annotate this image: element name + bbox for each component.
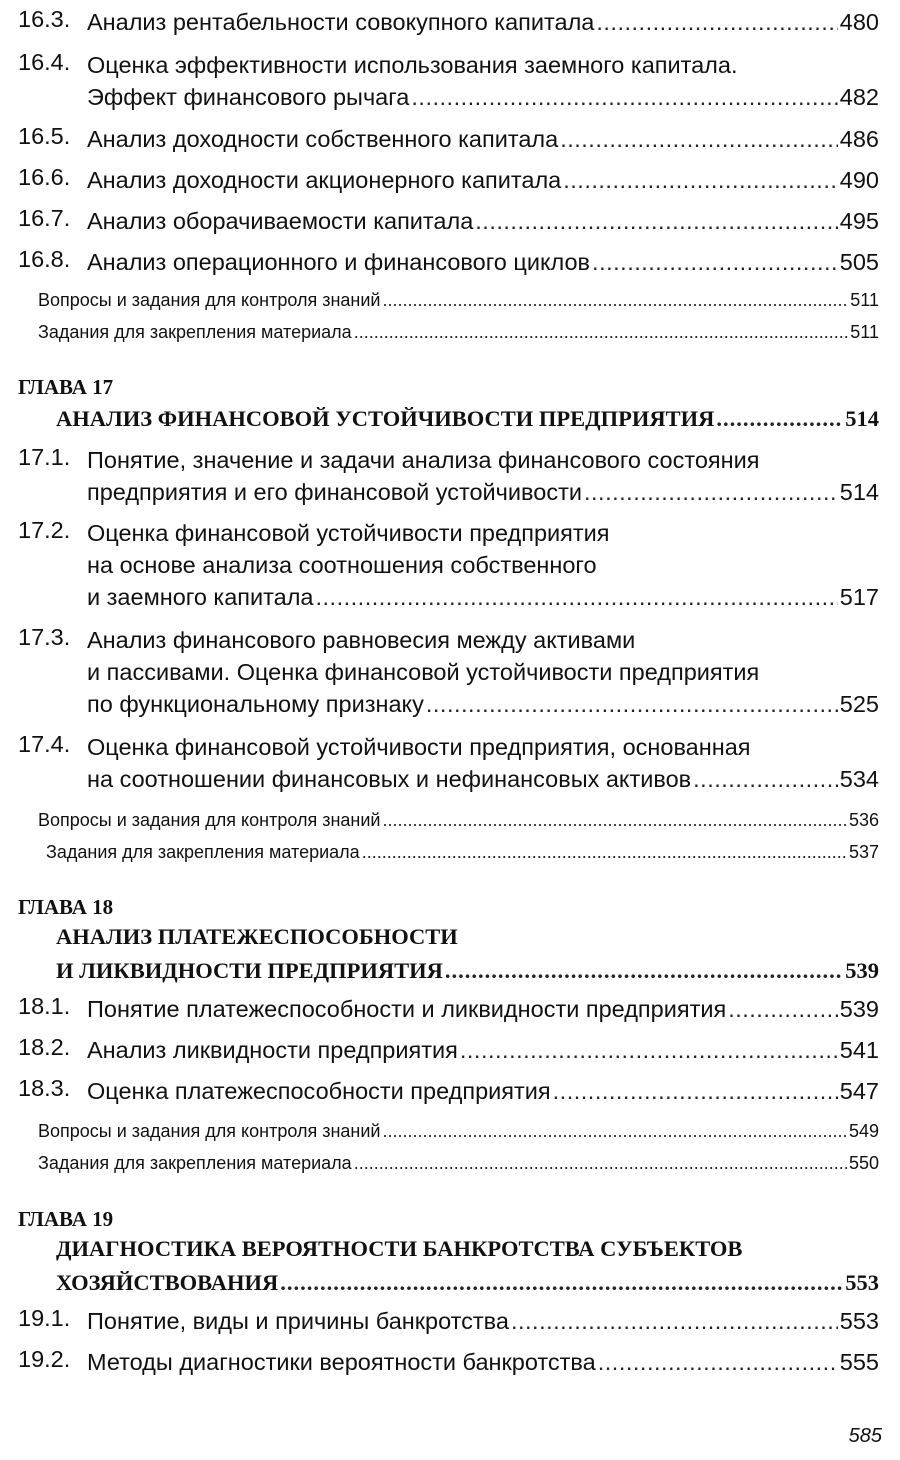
section-number: 16.5. (18, 123, 71, 149)
chapter-17-title (56, 402, 879, 436)
page-ref: 505 (839, 249, 879, 275)
section-title-line-1: Оценка эффективности использования заемного капитала. (87, 52, 738, 78)
section-number: 16.4. (18, 49, 71, 75)
dot-leader (560, 123, 838, 155)
dot-leader (382, 1116, 846, 1146)
chapter-title-line-2: ХОЗЯЙСТВОВАНИЯ (56, 1270, 279, 1295)
dot-leader (460, 1034, 838, 1066)
dot-leader (382, 285, 848, 315)
questions-title: Вопросы и задания для контроля знаний (38, 1121, 381, 1141)
dot-leader (445, 954, 843, 988)
dot-leader (362, 837, 847, 867)
page-ref: 514 (845, 406, 879, 431)
section-number: 17.4. (18, 731, 71, 757)
questions-title: Вопросы и задания для контроля знаний (38, 810, 381, 830)
section-title-line-1: Понятие, значение и задачи анализа финансового состояния (87, 447, 760, 473)
dot-leader (382, 805, 846, 835)
dot-leader (316, 581, 838, 613)
chapter-18-label: ГЛАВА 18 (18, 895, 114, 919)
questions-title: Вопросы и задания для контроля знаний (38, 290, 381, 310)
page-ref: 550 (848, 1153, 879, 1173)
dot-leader (354, 1148, 847, 1178)
dot-leader (598, 1346, 838, 1378)
dot-leader (693, 763, 838, 795)
section-number: 16.7. (18, 205, 71, 231)
page-ref: 534 (839, 766, 879, 792)
dot-leader (592, 246, 838, 278)
section-title-line-2: предприятия и его финансовой устойчивости (87, 479, 582, 505)
section-title: Оценка платежеспособности предприятия (87, 1078, 551, 1104)
chapter-19-label: ГЛАВА 19 (18, 1207, 114, 1231)
page-ref: 553 (845, 1270, 879, 1295)
section-number: 16.6. (18, 164, 71, 190)
section-number: 19.2. (18, 1346, 71, 1372)
chapter-17-label: ГЛАВА 17 (18, 375, 114, 399)
section-number: 18.3. (18, 1075, 71, 1101)
page-ref: 553 (839, 1308, 879, 1334)
dot-leader (728, 993, 838, 1025)
section-title: Анализ доходности акционерного капитала (87, 167, 562, 193)
dot-leader (426, 688, 838, 720)
chapter-18-title (56, 920, 879, 988)
page-number: 585 (848, 1425, 882, 1447)
toc-questions-16 (38, 285, 879, 315)
exercises-title: Задания для закрепления материала (46, 842, 360, 862)
section-number: 17.3. (18, 624, 71, 650)
section-title-line-2: Эффект финансового рычага (87, 84, 410, 110)
section-number: 17.1. (18, 444, 71, 470)
chapter-title-line-1: ДИАГНОСТИКА ВЕРОЯТНОСТИ БАНКРОТСТВА СУБЪЕКТОВ (56, 1236, 743, 1261)
section-title: Понятие, виды и причины банкротства (87, 1308, 509, 1334)
dot-leader (716, 402, 843, 436)
section-number: 18.1. (18, 993, 71, 1019)
section-number: 16.3. (18, 6, 71, 32)
dot-leader (411, 81, 837, 113)
page-ref: 511 (850, 290, 879, 310)
section-title-line-1: Оценка финансовой устойчивости предприятия (87, 520, 610, 546)
section-number: 16.8. (18, 246, 71, 272)
section-title-line-3: и заемного капитала (87, 584, 314, 610)
page-ref: 549 (848, 1121, 879, 1141)
page-ref: 536 (848, 810, 879, 830)
page-ref: 517 (839, 584, 879, 610)
dot-leader (553, 1075, 838, 1107)
page-ref: 537 (848, 842, 879, 862)
toc-exercises-17 (46, 837, 879, 867)
page-ref: 539 (845, 958, 879, 983)
dot-leader (475, 205, 838, 237)
chapter-title-line-1: АНАЛИЗ ПЛАТЕЖЕСПОСОБНОСТИ (56, 924, 458, 949)
page-ref: 486 (839, 126, 879, 152)
chapter-19-title (56, 1232, 879, 1300)
section-title: Анализ оборачиваемости капитала (87, 208, 474, 234)
section-title-line-1: Оценка финансовой устойчивости предприятия, основанная (87, 734, 751, 760)
section-number: 18.2. (18, 1034, 71, 1060)
toc-exercises-16 (38, 317, 879, 347)
page-ref: 541 (839, 1037, 879, 1063)
dot-leader (596, 6, 837, 38)
section-title-line-2: на основе анализа соотношения собственного (87, 552, 597, 578)
section-title: Понятие платежеспособности и ликвидности предприятия (87, 996, 727, 1022)
section-title-line-3: по функциональному признаку (87, 691, 424, 717)
dot-leader (563, 164, 838, 196)
section-title: Методы диагностики вероятности банкротства (87, 1349, 596, 1375)
page-ref: 495 (839, 208, 879, 234)
section-title: Анализ операционного и финансового циклов (87, 249, 591, 275)
page-ref: 555 (839, 1349, 879, 1375)
chapter-title-text: АНАЛИЗ ФИНАНСОВОЙ УСТОЙЧИВОСТИ ПРЕДПРИЯТИЯ (56, 406, 715, 431)
page-ref: 511 (850, 322, 879, 342)
section-title-line-2: и пассивами. Оценка финансовой устойчивости предприятия (87, 659, 760, 685)
page-ref: 480 (839, 9, 879, 35)
toc-questions-18 (38, 1116, 879, 1146)
exercises-title: Задания для закрепления материала (38, 1153, 352, 1173)
exercises-title: Задания для закрепления материала (38, 322, 352, 342)
section-title: Анализ ликвидности предприятия (87, 1037, 458, 1063)
section-number: 17.2. (18, 517, 71, 543)
toc-exercises-18 (38, 1148, 879, 1178)
dot-leader (354, 317, 849, 347)
section-title: Анализ доходности собственного капитала (87, 126, 559, 152)
page-ref: 525 (839, 691, 879, 717)
section-title-line-2: на соотношении финансовых и нефинансовых активов (87, 766, 692, 792)
chapter-title-line-2: И ЛИКВИДНОСТИ ПРЕДПРИЯТИЯ (56, 958, 443, 983)
page-ref: 514 (839, 479, 879, 505)
section-title-line-1: Анализ финансового равновесия между активами (87, 627, 636, 653)
page-ref: 490 (839, 167, 879, 193)
page-ref: 482 (839, 84, 879, 110)
dot-leader (280, 1266, 843, 1300)
section-number: 19.1. (18, 1305, 71, 1331)
dot-leader (584, 476, 838, 508)
dot-leader (511, 1305, 838, 1337)
section-title: Анализ рентабельности совокупного капитала (87, 9, 595, 35)
page-ref: 547 (839, 1078, 879, 1104)
page-ref: 539 (839, 996, 879, 1022)
toc-questions-17 (38, 805, 879, 835)
